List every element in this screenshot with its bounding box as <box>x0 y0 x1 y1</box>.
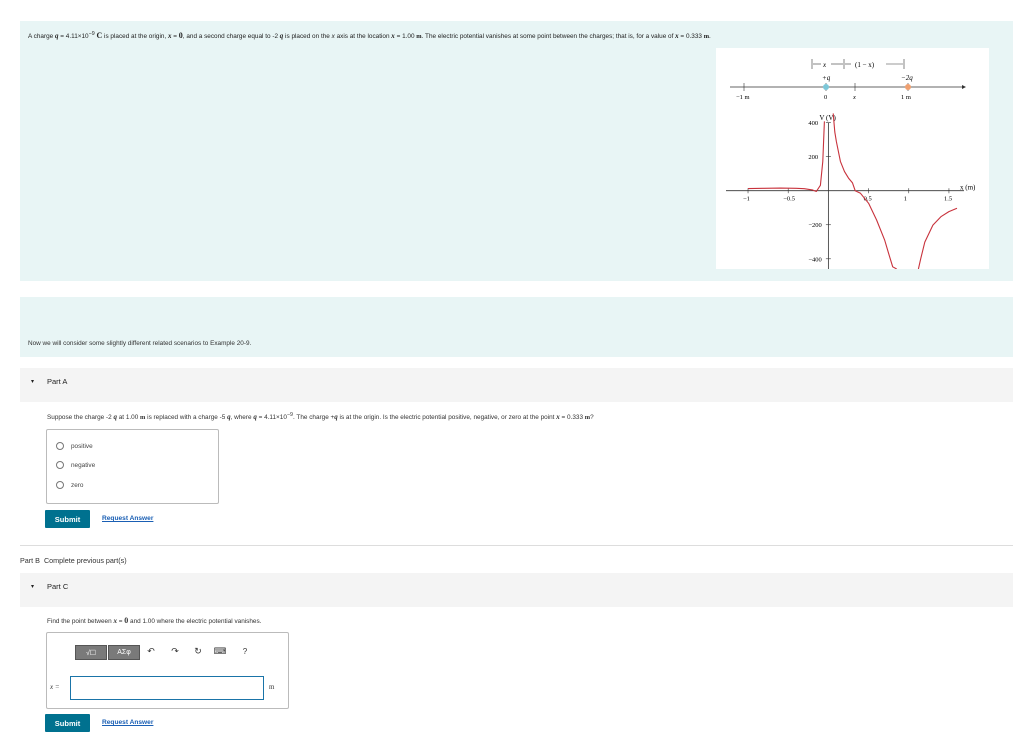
redo-icon[interactable]: ↷ <box>171 646 179 656</box>
option-positive[interactable] <box>56 440 93 452</box>
minus-2q-charge <box>905 84 911 90</box>
part-a-caret-icon[interactable]: ▾ <box>31 379 35 385</box>
intro-text: A charge $q = 4.11\times 10^{-9}$ C is placed at the origin, x = 0, and a second charge equal to -2 q is placed on the x axis at the location x = 1.00 m. The electric potential vanishes at some point between the charges; that is, for a value of x = 0.333 m. <box>28 31 711 41</box>
dim-1mx-label: (1 − x) <box>855 61 875 69</box>
potential-curve-segment <box>833 113 897 269</box>
top-tick-label: x <box>853 94 856 101</box>
symbols-button[interactable]: ΑΣφ <box>108 645 140 660</box>
x-tick-label: 0.5 <box>863 195 872 203</box>
charge-axis-arrow <box>962 85 966 89</box>
radio-icon[interactable] <box>56 461 64 469</box>
part-c-title[interactable]: Part C <box>47 582 69 591</box>
dim-x-label: x <box>823 61 827 69</box>
plus-q-label: +q <box>822 74 831 82</box>
y-tick-label: 400 <box>808 120 819 128</box>
chart-ticks <box>743 120 952 263</box>
scenario-text: Now we will consider some slightly different related scenarios to Example 20-9. <box>28 340 252 347</box>
part-a-header[interactable] <box>20 368 1013 402</box>
part-a-request-answer-link[interactable]: Request Answer <box>102 515 154 522</box>
templates-button[interactable]: √☐ <box>75 645 107 660</box>
scenario-panel <box>20 297 1013 357</box>
option-label: positive <box>71 442 93 450</box>
charge-diagram <box>730 59 966 101</box>
x-tick-label: −1 <box>743 195 750 203</box>
potential-figure <box>716 48 989 269</box>
potential-curve-segment <box>918 208 957 269</box>
help-icon[interactable]: ? <box>242 647 248 656</box>
chart-x-axis-label: x (m) <box>960 183 976 192</box>
part-c-request-answer-link[interactable]: Request Answer <box>102 719 154 726</box>
part-a-question: Suppose the charge -2 q at 1.00 m is replaced with a charge -5 q, where $q = 4.11\times 10^{-9}$. The charge +q is at the origin. Is the electric potential positive, negative, or zero at the point x = 0.333 m? <box>47 412 594 422</box>
top-tick-label: −1 m <box>736 94 750 101</box>
part-c-caret-icon[interactable]: ▾ <box>31 584 35 590</box>
keyboard-icon[interactable]: ⌨ <box>213 646 227 656</box>
y-tick-label: 200 <box>808 154 819 162</box>
undo-icon[interactable]: ↶ <box>147 646 155 656</box>
part-c-submit-button[interactable]: Submit <box>45 714 90 732</box>
potential-chart <box>726 113 976 269</box>
part-b-label: Part B <box>20 556 40 565</box>
x-tick-label: −0.5 <box>783 195 796 203</box>
answer-input[interactable] <box>70 676 264 700</box>
y-tick-label: −400 <box>808 256 822 264</box>
option-label: zero <box>71 481 84 489</box>
x-tick-label: 1 <box>903 195 908 203</box>
option-negative[interactable] <box>56 459 95 471</box>
radio-icon[interactable] <box>56 442 64 450</box>
part-c-header[interactable] <box>20 573 1013 607</box>
answer-variable-label: x = <box>50 683 60 691</box>
minus-2q-label: −2q <box>901 74 913 82</box>
chart-y-axis-label: V (V) <box>819 114 836 122</box>
x-tick-label: 1.5 <box>943 195 953 203</box>
divider <box>20 545 1013 546</box>
part-c-question: Find the point between x = 0 and 1.00 where the electric potential vanishes. <box>47 616 262 625</box>
answer-unit: m <box>269 683 275 691</box>
chart-curves <box>748 113 957 269</box>
part-b-note: Complete previous part(s) <box>43 556 127 565</box>
part-b-row <box>20 556 127 565</box>
top-tick-label: 0 <box>824 94 828 101</box>
part-a-submit-button[interactable]: Submit <box>45 510 90 528</box>
option-zero[interactable] <box>56 479 83 491</box>
y-tick-label: −200 <box>808 222 822 230</box>
option-label: negative <box>71 461 96 469</box>
potential-figure-svg <box>716 48 989 269</box>
part-a-title[interactable]: Part A <box>47 377 68 386</box>
reset-icon[interactable]: ↻ <box>194 646 202 656</box>
radio-icon[interactable] <box>56 481 64 489</box>
plus-q-charge <box>823 84 829 90</box>
top-tick-label: 1 m <box>901 94 911 101</box>
